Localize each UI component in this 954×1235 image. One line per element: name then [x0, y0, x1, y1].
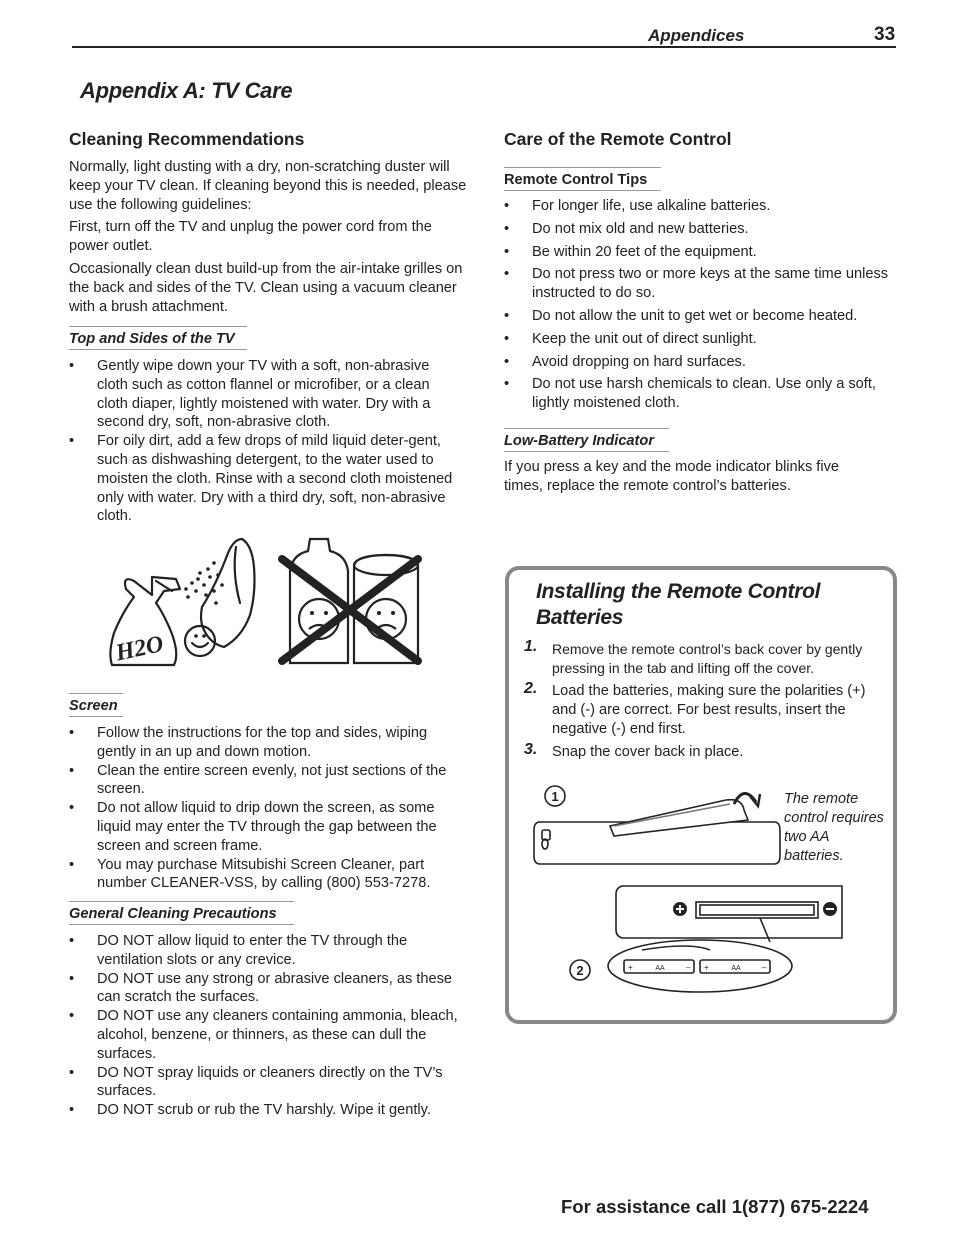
list-item: • Do not allow liquid to drip down the screen, as some liquid may enter the TV through the gap between the screen and screen frame. [69, 799, 464, 855]
remote-care-heading: Care of the Remote Control [504, 129, 732, 149]
step-number: 2. [524, 680, 538, 697]
assistance-footer: For assistance call 1(877) 675-2224 [561, 1196, 869, 1217]
step-number: 3. [524, 741, 538, 758]
install-step-1 [524, 640, 884, 678]
header-section-title: Appendices [648, 26, 745, 45]
list-item: • For longer life, use alkaline batteries. [504, 197, 892, 216]
remote-compartment-icon [616, 886, 842, 938]
list-item: • Be within 20 feet of the equipment. [504, 243, 892, 262]
list-item: • For oily dirt, add a few drops of mild liquid deter-gent, such as dishwashing detergent, to the water used to moisten the cloth. Rinse with a second cloth moistened only with water. Dry with a third dry, soft, non-abrasive cloth. [69, 432, 464, 526]
top-sides-heading: Top and Sides of the TV [69, 326, 247, 350]
step-number: 1. [524, 638, 538, 655]
step-text: Load the batteries, making sure the polarities (+) and (-) are correct. For best results, insert the negative (-) end first. [552, 683, 866, 737]
svg-text:+: + [704, 963, 709, 972]
precautions-heading: General Cleaning Precautions [69, 901, 294, 925]
svg-text:–: – [686, 963, 691, 972]
precautions-list [69, 932, 467, 1120]
callout-2-label: 2 [576, 963, 584, 978]
step-text: Snap the cover back in place. [552, 744, 744, 760]
list-item: • DO NOT use any strong or abrasive cleaners, as these can scratch the surfaces. [69, 970, 467, 1008]
screen-section [69, 693, 469, 893]
svg-text:+: + [628, 963, 633, 972]
list-item: • DO NOT use any cleaners containing ammonia, bleach, alcohol, benzene, or thinners, as these can dull the surfaces. [69, 1007, 467, 1063]
top-sides-list [69, 357, 464, 526]
battery-label: AA [655, 965, 665, 972]
cloth-icon [201, 539, 255, 647]
list-item: • Do not allow the unit to get wet or become heated. [504, 307, 892, 326]
h2o-label: H2O [113, 631, 166, 667]
step-text: Remove the remote control’s back cover by gently pressing in the tab and lifting off the cover. [552, 641, 863, 676]
install-step-3 [524, 743, 884, 762]
prohibited-x-icon [282, 559, 418, 661]
cleaning-para-1: Normally, light dusting with a dry, non-scratching duster will keep your TV clean. If cleaning beyond this is needed, please use the following guidelines: [69, 159, 467, 213]
install-batteries-title: Installing the Remote Control Batteries [536, 580, 821, 629]
precautions-section [69, 901, 469, 1120]
list-item: • Avoid dropping on hard surfaces. [504, 353, 892, 372]
remote-care-section [504, 129, 894, 413]
list-item: • Do not press two or more keys at the same time unless instructed to do so. [504, 265, 892, 303]
remote-tips-list [504, 197, 892, 413]
battery-caption: The remote control requires two AA batteries. [784, 791, 884, 864]
cleaning-section [69, 129, 469, 316]
header-rule [72, 46, 896, 48]
screen-list [69, 724, 464, 893]
list-item: • Keep the unit out of direct sunlight. [504, 330, 892, 349]
page-number: 33 [874, 24, 896, 45]
battery-label: AA [731, 965, 741, 972]
cleaning-para-3: Occasionally clean dust build-up from the air-intake grilles on the back and sides of the TV. Clean using a vacuum cleaner with a brush attachment. [69, 260, 463, 315]
page-title: Appendix A: TV Care [80, 78, 293, 103]
list-item: • Follow the instructions for the top and sides, wiping gently in an up and down motion. [69, 724, 464, 762]
screen-heading: Screen [69, 693, 123, 717]
low-battery-section [504, 428, 894, 496]
list-item: • Gently wipe down your TV with a soft, non-abrasive cloth such as cotton flannel or microfiber, or a clean cloth diaper, lightly moistened with water. Dry with a second dry, soft, non-abrasive cloth. [69, 357, 464, 432]
top-sides-section [69, 326, 469, 526]
list-item: • Do not mix old and new batteries. [504, 220, 892, 239]
list-item: • DO NOT spray liquids or cleaners directly on the TV’s surfaces. [69, 1064, 467, 1102]
list-item: • DO NOT allow liquid to enter the TV through the ventilation slots or any crevice. [69, 932, 467, 970]
cleaning-para-2: First, turn off the TV and unplug the power cord from the power outlet. [69, 219, 432, 255]
callout-1-label: 1 [551, 789, 559, 804]
list-item: • Do not use harsh chemicals to clean. Use only a soft, lightly moistened cloth. [504, 375, 892, 413]
low-battery-text: If you press a key and the mode indicator blinks five times, replace the remote control’s batteries. [504, 459, 840, 494]
low-battery-heading: Low-Battery Indicator [504, 428, 669, 452]
install-step-2 [524, 682, 884, 738]
list-item: • DO NOT scrub or rub the TV harshly. Wipe it gently. [69, 1101, 467, 1120]
remote-tips-heading: Remote Control Tips [504, 167, 661, 191]
svg-text:–: – [762, 963, 767, 972]
cleaning-heading: Cleaning Recommendations [69, 129, 305, 149]
list-item: • Clean the entire screen evenly, not just sections of the screen. [69, 762, 464, 800]
cleaning-illustration [104, 533, 430, 671]
list-item: • You may purchase Mitsubishi Screen Cleaner, part number CLEANER-VSS, by calling (800) 553-7278. [69, 856, 464, 894]
